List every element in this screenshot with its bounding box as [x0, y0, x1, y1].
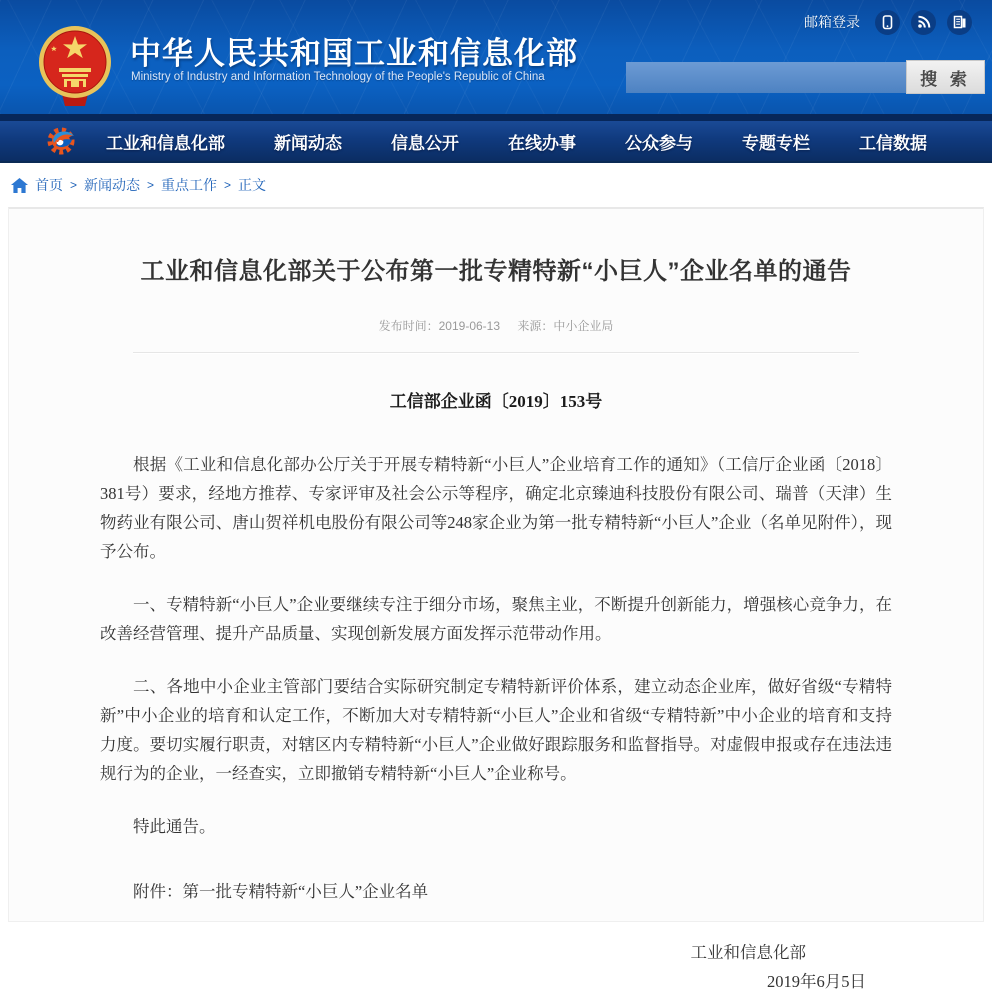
miit-gear-logo[interactable]	[46, 125, 78, 157]
home-icon[interactable]	[11, 178, 28, 193]
article-source: 来源：中小企业局	[517, 319, 614, 333]
site-subtitle: Ministry of Industry and Information Technology of the People's Republic of China	[131, 71, 545, 83]
breadcrumb-separator: >	[70, 178, 78, 192]
meta-divider	[133, 352, 859, 353]
breadcrumb-key-work[interactable]: 重点工作	[161, 177, 218, 193]
nav-item-online-services[interactable]: 在线办事	[508, 133, 576, 153]
paragraph-intro: 根据《工业和信息化部办公厅关于开展专精特新“小巨人”企业培育工作的通知》（工信厅企业函〔2018〕381号）要求，经地方推荐、专家评审及社会公示等程序，确定北京臻迪科技股份有限公司、瑞普（天津）生物药业有限公司、唐山贺祥机电股份有限公司等248家企业为第一批专精特新“小巨人”企业（名单见附件），现予公布。	[100, 455, 892, 561]
breadcrumb-separator: >	[147, 178, 155, 192]
nav-item-info-disclosure[interactable]: 信息公开	[391, 133, 459, 153]
national-emblem-logo	[33, 24, 117, 110]
main-nav	[0, 121, 992, 163]
breadcrumb-news[interactable]: 新闻动态	[84, 177, 141, 193]
signature-org: 工业和信息化部	[690, 943, 806, 962]
phone-icon[interactable]	[875, 10, 900, 35]
paragraph-closing: 特此通告。	[133, 817, 216, 836]
article-title: 工业和信息化部关于公布第一批专精特新“小巨人”企业名单的通告	[140, 258, 852, 285]
nav-top-divider	[0, 114, 992, 121]
publish-date: 发布时间：2019-06-13	[378, 319, 501, 333]
site-title: 中华人民共和国工业和信息化部	[130, 36, 578, 71]
paragraph-item-1: 一、专精特新“小巨人”企业要继续专注于细分市场，聚焦主业，不断提升创新能力，增强核心竞争力，在改善经营管理、提升产品质量、实现创新发展方面发挥示范带动作用。	[100, 595, 892, 643]
signature-date: 2019年6月5日	[767, 972, 866, 991]
search-box	[626, 60, 985, 94]
breadcrumb-separator: >	[224, 178, 232, 192]
attachment-line: 附件：第一批专精特新“小巨人”企业名单	[133, 882, 429, 901]
article-meta	[100, 317, 892, 334]
paragraph-item-2: 二、各地中小企业主管部门要结合实际研究制定专精特新评价体系，建立动态企业库，做好省级“专精特新”中小企业的培育和认定工作，不断加大对专精特新“小巨人”企业和省级“专精特新”中小企业的培育和支持力度。要切实履行职责，对辖区内专精特新“小巨人”企业做好跟踪服务和监督指导。对虚假申报或存在违法违规行为的企业，一经查实，立即撤销专精特新“小巨人”企业称号。	[100, 677, 892, 783]
nav-item-miit-data[interactable]: 工信数据	[859, 133, 927, 153]
article-body	[100, 450, 892, 906]
nav-items	[106, 129, 927, 154]
nav-item-public-participation[interactable]: 公众参与	[625, 133, 693, 153]
article-panel	[8, 207, 984, 991]
nav-item-special-topics[interactable]: 专题专栏	[742, 133, 810, 153]
rss-icon[interactable]	[911, 10, 936, 35]
nav-item-news[interactable]: 新闻动态	[274, 133, 342, 153]
breadcrumb	[0, 163, 992, 207]
search-button[interactable]: 搜 索	[906, 60, 985, 94]
site-header	[0, 0, 992, 114]
signature-block	[100, 938, 892, 996]
nav-item-miit[interactable]: 工业和信息化部	[106, 133, 225, 153]
breadcrumb-current: 正文	[238, 177, 267, 193]
mail-login-link[interactable]: 邮箱登录	[804, 14, 860, 30]
mobile-news-icon[interactable]	[947, 10, 972, 35]
search-input[interactable]	[626, 62, 906, 93]
utility-bar	[804, 9, 972, 35]
breadcrumb-home[interactable]: 首页	[35, 177, 63, 193]
document-number: 工信部企业函〔2019〕153号	[389, 392, 603, 411]
